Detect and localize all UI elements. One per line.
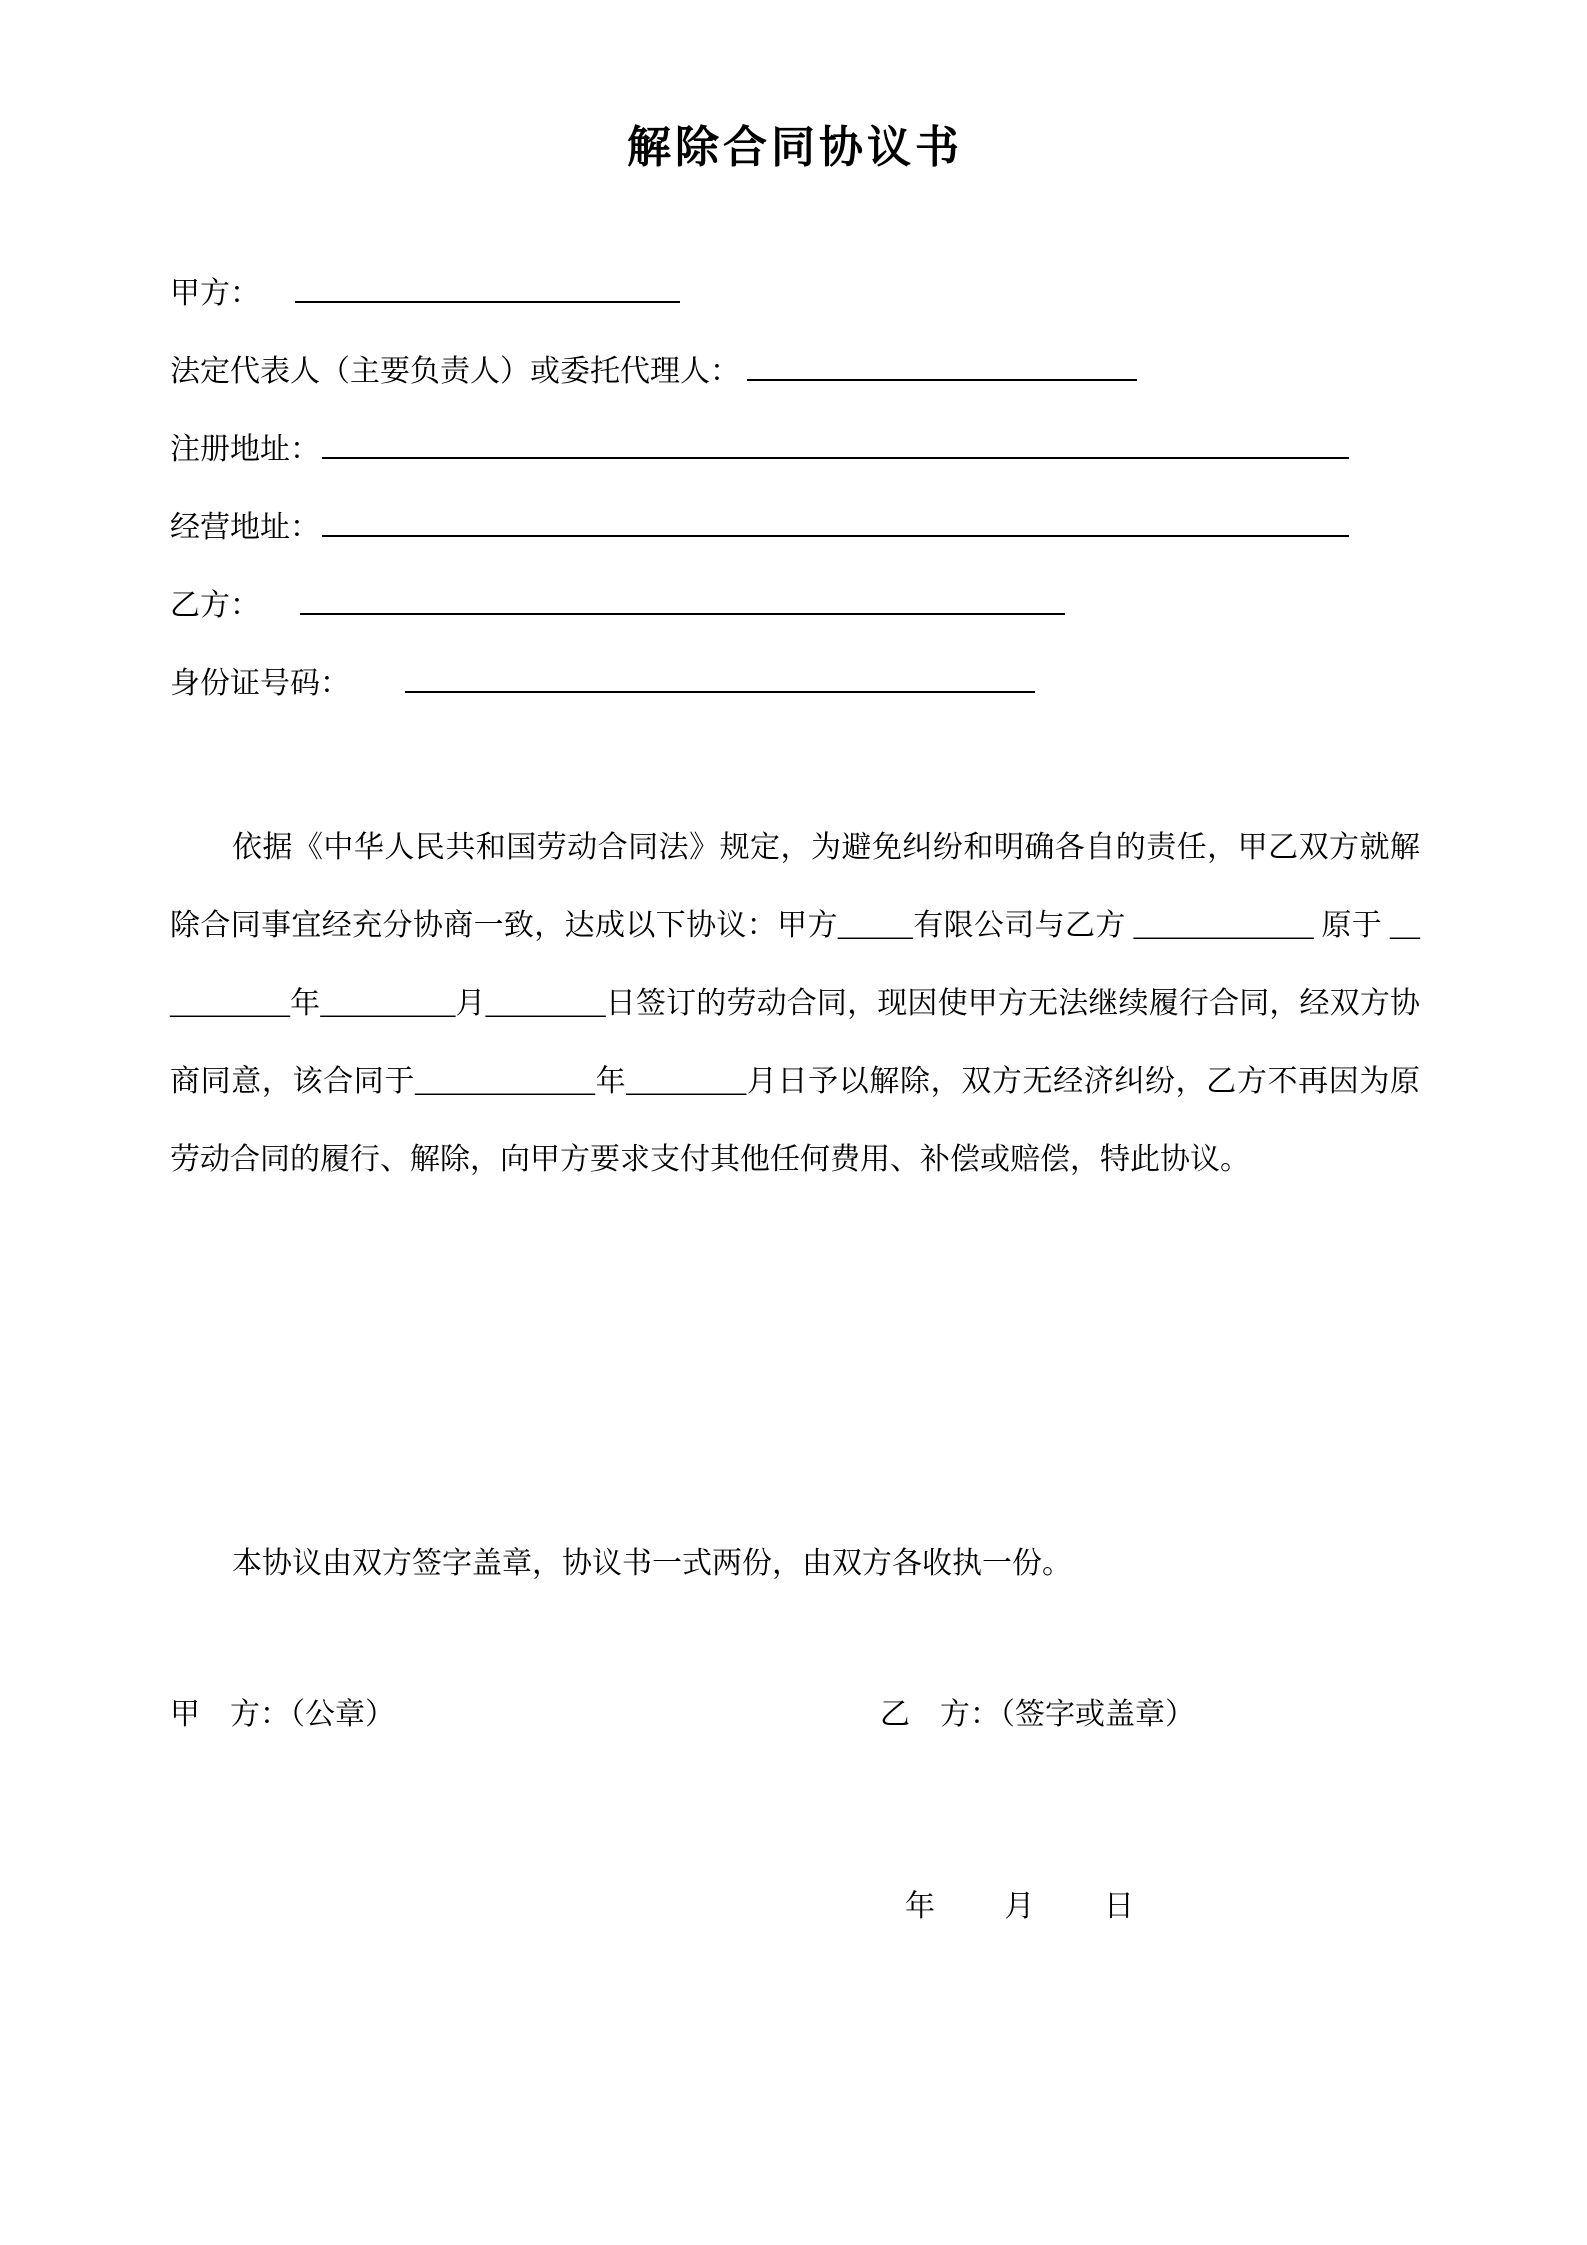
party-a-blank-line	[295, 265, 680, 303]
date-line	[170, 1887, 1420, 1927]
legal-rep-label: 法定代表人（主要负责人）或委托代理人：	[170, 354, 740, 388]
reg-address-label: 注册地址：	[170, 432, 320, 466]
date-month-label: 月	[1004, 1889, 1035, 1923]
party-a-label: 甲方：	[170, 276, 260, 310]
form-fields-section	[170, 255, 1420, 723]
biz-address-blank-line	[322, 499, 1349, 537]
signature-row	[170, 1695, 1420, 1735]
field-row-id-number	[170, 645, 1420, 723]
field-row-legal-rep	[170, 333, 1420, 411]
agreement-body-paragraph: 依据《中华人民共和国劳动合同法》规定，为避免纠纷和明确各自的责任，甲乙双方就解除合同事宜经充分协商一致，达成以下协议：甲方_____有限公司与乙方 ____________ 原于 __________年_________月________日签订的劳动合同，现因使甲方无法继续履行合同，经双方协商同意，该合同于____________年________月日予以解除，双方无经济纠纷，乙方不再因为原劳动合同的履行、解除，向甲方要求支付其他任何费用、补偿或赔偿，特此协议。	[170, 830, 1420, 1176]
field-row-reg-address	[170, 411, 1420, 489]
id-number-blank-line	[405, 655, 1035, 693]
party-b-signature-label: 乙 方：（签字或盖章）	[880, 1697, 1195, 1731]
date-day-label: 日	[1104, 1889, 1134, 1923]
party-b-label: 乙方：	[170, 588, 260, 622]
legal-rep-blank-line	[747, 343, 1137, 381]
biz-address-label: 经营地址：	[170, 510, 320, 544]
field-row-biz-address	[170, 489, 1420, 567]
id-number-label: 身份证号码：	[170, 666, 350, 700]
party-b-blank-line	[300, 577, 1065, 615]
date-year-label: 年	[905, 1889, 935, 1923]
document-title: 解除合同协议书	[627, 123, 963, 172]
party-a-signature-label: 甲 方：（公章）	[170, 1697, 395, 1731]
field-row-party-b	[170, 567, 1420, 645]
reg-address-blank-line	[322, 421, 1349, 459]
field-row-party-a	[170, 255, 1420, 333]
closing-paragraph: 本协议由双方签字盖章，协议书一式两份，由双方各收执一份。	[232, 1546, 1072, 1580]
